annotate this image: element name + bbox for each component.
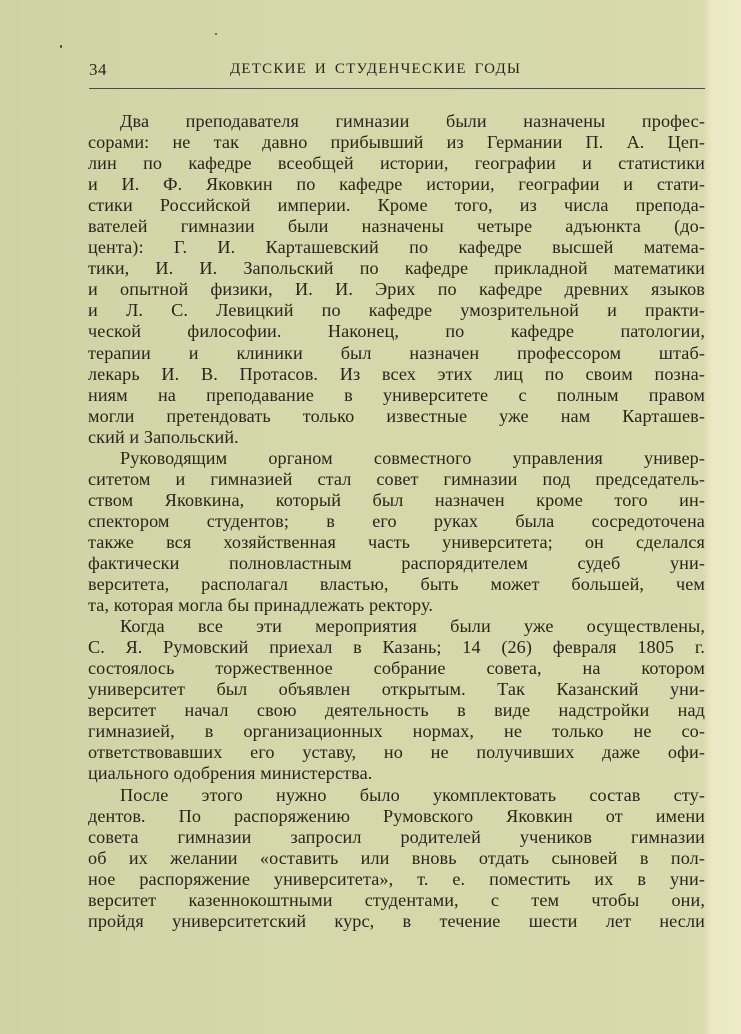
text-line: гимназией, в организационных нормах, не только не со- xyxy=(88,721,705,742)
text-line: терапии и клиники был назначен профессором штаб- xyxy=(88,342,705,363)
text-line: верситет начал свою деятельность в виде надстройки над xyxy=(88,700,705,721)
text-line: Руководящим органом совместного управления универ- xyxy=(120,447,705,468)
text-line: спектором студентов; в его руках была сосредоточена xyxy=(88,510,705,531)
text-line: ниям на преподавание в университете с полным правом xyxy=(88,384,705,405)
text-line: также вся хозяйственная часть университета; он сделался xyxy=(88,531,705,552)
text-line: ский и Запольский. xyxy=(88,426,239,447)
paper-speck xyxy=(60,45,62,48)
running-head xyxy=(87,60,704,82)
text-line: лекарь И. В. Протасов. Из всех этих лиц по своим позна- xyxy=(88,363,705,384)
text-line: После этого нужно было укомплектовать состав сту- xyxy=(120,784,705,805)
page-number: 34 xyxy=(89,60,107,79)
text-line: дентов. По распоряжению Румовского Яковкин от имени xyxy=(88,805,705,826)
text-line: вателей гимназии были назначены четыре адъюнкта (до- xyxy=(88,216,705,237)
text-line: состоялось торжественное собрание совета, на котором xyxy=(88,658,705,679)
text-line: Когда все эти мероприятия были уже осуществлены, xyxy=(120,616,705,637)
text-line: и И. Ф. Яковкин по кафедре истории, географии и стати- xyxy=(88,174,705,195)
text-line: пройдя университетский курс, в течение шести лет несли xyxy=(88,910,705,931)
text-line: об их желании «оставить или вновь отдать сыновей в пол- xyxy=(88,847,705,868)
text-line: верситета, располагал властью, быть может большей, чем xyxy=(88,574,705,595)
text-line: фактически полновластным распорядителем судеб уни- xyxy=(88,552,705,573)
text-line: ством Яковкина, который был назначен кроме того ин- xyxy=(88,489,705,510)
running-title: ДЕТСКИЕ И СТУДЕНЧЕСКИЕ ГОДЫ xyxy=(230,61,522,77)
text-line: и Л. С. Левицкий по кафедре умозрительной и практи- xyxy=(88,300,705,321)
text-line: лин по кафедре всеобщей истории, географии и статистики xyxy=(88,153,705,174)
text-line: цента): Г. И. Карташевский по кафедре высшей матема- xyxy=(88,237,705,258)
text-line: ответствовавших его уставу, но не получивших даже офи- xyxy=(88,742,705,763)
paper-speck xyxy=(215,33,217,35)
text-line: и опытной физики, И. И. Эрих по кафедре древних языков xyxy=(88,279,705,300)
text-line: могли претендовать только известные уже нам Карташев- xyxy=(88,405,705,426)
text-line: верситет казеннокоштными студентами, с тем чтобы они, xyxy=(88,889,705,910)
text-line: С. Я. Румовский приехал в Казань; 14 (26) февраля 1805 г. xyxy=(88,637,705,658)
text-line: ное распоряжение университета», т. е. поместить их в уни- xyxy=(88,868,705,889)
text-line: циального одобрения министерства. xyxy=(88,763,373,784)
body-text xyxy=(88,111,705,932)
header-rule xyxy=(89,88,705,89)
text-line: ситетом и гимназией стал совет гимназии под председатель- xyxy=(88,468,705,489)
text-line: тики, И. И. Запольский по кафедре прикладной математики xyxy=(88,258,705,279)
text-line: сорами: не так давно прибывший из Германии П. А. Цеп- xyxy=(88,132,705,153)
text-line: университет был объявлен открытым. Так Казанский уни- xyxy=(88,679,705,700)
text-line: совета гимназии запросил родителей учеников гимназии xyxy=(88,826,705,847)
text-line: Два преподавателя гимназии были назначены профес- xyxy=(120,111,705,131)
text-line: стики Российской империи. Кроме того, из числа препода- xyxy=(88,195,705,216)
text-line: ческой философии. Наконец, по кафедре патологии, xyxy=(88,321,705,342)
text-line: та, которая могла бы принадлежать ректору. xyxy=(88,595,433,616)
